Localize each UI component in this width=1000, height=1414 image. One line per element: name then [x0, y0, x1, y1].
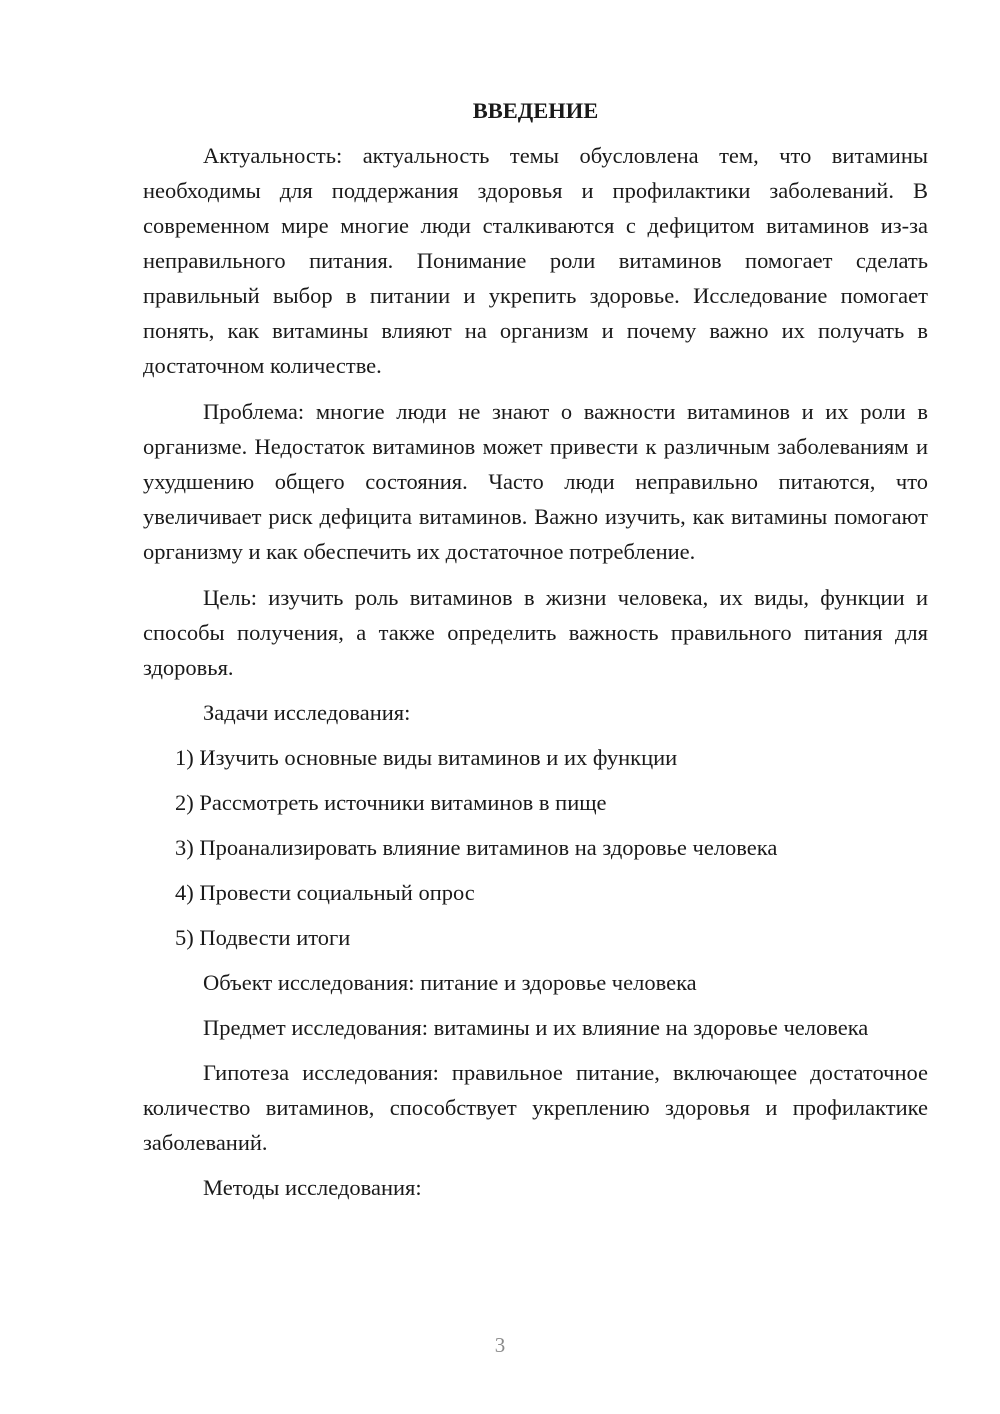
research-object: Объект исследования: питание и здоровье человека	[203, 970, 697, 995]
paragraph-relevance: Актуальность: актуальность темы обусловлена тем, что витамины необходимы для поддержания здоровья и профилактики заболеваний. В современном мире многие люди сталкиваются с дефицитом витаминов из-за неправильного питания. Понимание роли витаминов помогает сделать правильный выбор в питании и укрепить здоровье. Исследование помогает понять, как витамины влияют на организм и почему важно их получать в достаточном количестве.	[143, 143, 928, 378]
section-heading: ВВЕДЕНИЕ	[472, 98, 599, 123]
research-hypothesis: Гипотеза исследования: правильное питание, включающее достаточное количество витаминов, способствует укреплению здоровья и профилактике заболеваний.	[143, 1060, 928, 1155]
tasks-list	[143, 740, 928, 955]
paragraph-problem: Проблема: многие люди не знают о важности витаминов и их роли в организме. Недостаток витаминов может привести к различным заболеваниям и ухудшению общего состояния. Часто люди неправильно питаются, что увеличивает риск дефицита витаминов. Важно изучить, как витамины помогают организму и как обеспечить их достаточное потребление.	[143, 399, 928, 564]
list-item: 2) Рассмотреть источники витаминов в пище	[175, 790, 607, 815]
list-item: 5) Подвести итоги	[175, 925, 351, 950]
tasks-title: Задачи исследования:	[203, 700, 411, 725]
document-page	[143, 94, 928, 1215]
list-item: 1) Изучить основные виды витаминов и их функции	[175, 745, 678, 770]
list-item: 4) Провести социальный опрос	[175, 880, 475, 905]
list-item: 3) Проанализировать влияние витаминов на здоровье человека	[175, 835, 778, 860]
page-number: 3	[494, 1333, 506, 1357]
methods-title: Методы исследования:	[203, 1175, 422, 1200]
research-subject: Предмет исследования: витамины и их влияние на здоровье человека	[203, 1015, 869, 1040]
paragraph-goal: Цель: изучить роль витаминов в жизни человека, их виды, функции и способы получения, а также определить важность правильного питания для здоровья.	[143, 585, 928, 680]
